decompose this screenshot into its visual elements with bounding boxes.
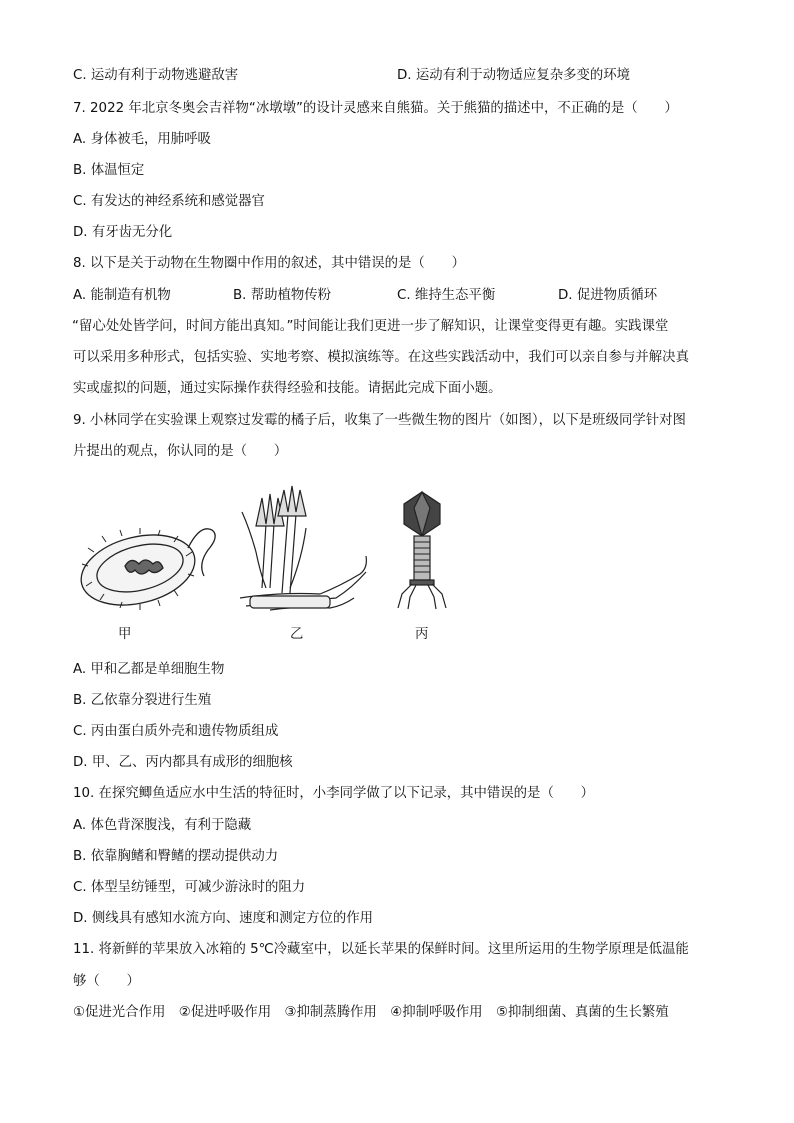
q7-stem: 7. 2022 年北京冬奥会吉祥物“冰墩墩”的设计灵感来自熊猫。关于熊猫的描述中，不正确的是（ ） <box>73 101 678 116</box>
q10-option-c: C. 体型呈纺锤型，可减少游泳时的阻力 <box>73 880 306 895</box>
q7-option-c: C. 有发达的神经系统和感觉器官 <box>73 194 265 209</box>
q8-option-d: D. 促进物质循环 <box>558 288 658 303</box>
phage-drawing <box>398 492 446 609</box>
intro-line-1: “留心处处皆学问，时间方能出真知。”时间能让我们更进一步了解知识，让课堂变得更有趣。实践课堂 <box>72 319 669 334</box>
q7-option-a: A. 身体被毛，用肺呼吸 <box>73 132 211 147</box>
q7-option-b: B. 体温恒定 <box>73 163 145 178</box>
microbe-figure <box>70 478 450 648</box>
q11-choices: ①促进光合作用 ②促进呼吸作用 ③抑制蒸腾作用 ④抑制呼吸作用 ⑤抑制细菌、真菌的生长繁殖 <box>73 1005 669 1020</box>
q8-stem: 8. 以下是关于动物在生物圈中作用的叙述，其中错误的是（ ） <box>73 256 465 271</box>
q8-option-b: B. 帮助植物传粉 <box>233 288 332 303</box>
q10-stem: 10. 在探究鲫鱼适应水中生活的特征时，小李同学做了以下记录，其中错误的是（ ） <box>73 786 595 801</box>
intro-line-2: 可以采用多种形式，包括实验、实地考察、模拟演练等。在这些实践活动中，我们可以亲自参与并解决真 <box>73 350 689 365</box>
q10-option-b: B. 依靠胸鳍和臀鳍的摆动提供动力 <box>73 849 279 864</box>
mold-drawing <box>240 486 366 610</box>
q9-option-d: D. 甲、乙、丙内都具有成形的细胞核 <box>73 755 293 770</box>
figure-label-jia: 甲 <box>118 627 132 642</box>
bacterium-drawing <box>74 524 215 616</box>
q9-option-c: C. 丙由蛋白质外壳和遗传物质组成 <box>73 724 279 739</box>
q10-option-d: D. 侧线具有感知水流方向、速度和测定方位的作用 <box>73 911 374 926</box>
q9-stem-2: 片提出的观点，你认同的是（ ） <box>73 444 288 459</box>
intro-line-3: 实或虚拟的问题，通过实际操作获得经验和技能。请据此完成下面小题。 <box>73 381 502 396</box>
q6-option-d: D. 运动有利于动物适应复杂多变的环境 <box>397 68 631 83</box>
figure-label-yi: 乙 <box>290 627 304 642</box>
q6-option-c: C. 运动有利于动物逃避敌害 <box>73 68 239 83</box>
q9-stem-1: 9. 小林同学在实验课上观察过发霉的橘子后，收集了一些微生物的图片（如图），以下是班级同学针对图 <box>73 413 686 428</box>
figure-label-bing: 丙 <box>415 627 429 642</box>
q8-option-c: C. 维持生态平衡 <box>397 288 496 303</box>
q8-option-a: A. 能制造有机物 <box>73 288 171 303</box>
q11-stem-1: 11. 将新鲜的苹果放入冰箱的 5℃冷藏室中，以延长苹果的保鲜时间。这里所运用的生物学原理是低温能 <box>73 942 689 957</box>
q10-option-a: A. 体色背深腹浅，有利于隐藏 <box>73 818 252 833</box>
q9-option-a: A. 甲和乙都是单细胞生物 <box>73 662 225 677</box>
q9-option-b: B. 乙依靠分裂进行生殖 <box>73 693 212 708</box>
q11-stem-2: 够（ ） <box>73 974 140 989</box>
q7-option-d: D. 有牙齿无分化 <box>73 225 173 240</box>
